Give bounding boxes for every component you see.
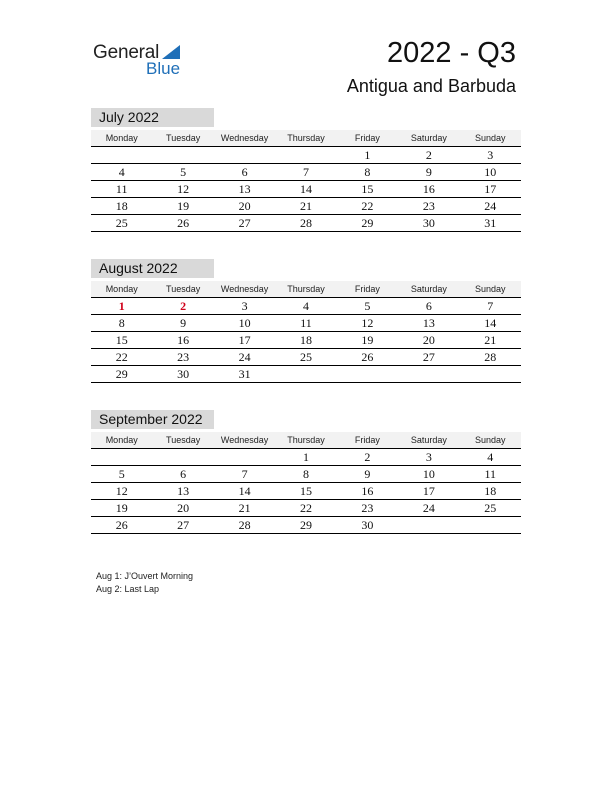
holiday-note: Aug 2: Last Lap [96,584,160,594]
empty-day-cell [275,366,336,382]
weeks [91,449,521,534]
week-row [91,483,521,500]
day-cell: 7 [302,165,309,179]
weekday-label: Saturday [410,435,447,445]
weekday-label: Thursday [287,435,325,445]
empty-day-cell [275,147,336,163]
day-cell: 21 [238,501,251,515]
weekday-label: Friday [354,284,380,294]
day-cell: 20 [177,501,190,515]
day-cell: 9 [364,467,371,481]
day-cell: 10 [422,467,435,481]
day-cell: 16 [177,333,190,347]
day-cell: 27 [238,216,251,230]
month-title: July 2022 [91,108,214,127]
day-cell: 14 [299,182,312,196]
empty-day-cell [337,366,398,382]
empty-day-cell [398,366,459,382]
day-cell: 28 [484,350,497,364]
day-cell: 31 [238,367,251,381]
weekday-label: Tuesday [166,284,201,294]
weeks [91,298,521,383]
day-cell: 24 [422,501,435,515]
day-cell: 8 [302,467,309,481]
day-cell: 8 [118,316,125,330]
day-cell: 28 [299,216,312,230]
weekday-label: Friday [354,435,380,445]
holiday-notes [96,570,193,596]
day-cell: 23 [361,501,374,515]
day-cell: 22 [361,199,374,213]
week-row [91,517,521,534]
week-row [91,366,521,383]
empty-day-cell [214,449,275,465]
day-cell: 12 [361,316,374,330]
month-july [91,108,521,232]
day-cell: 3 [487,148,494,162]
day-cell: 19 [115,501,128,515]
empty-day-cell [152,147,213,163]
weekday-label: Wednesday [220,284,269,294]
day-cell: 23 [422,199,435,213]
empty-day-cell [91,449,152,465]
weekday-label: Sunday [475,435,506,445]
day-cell: 29 [361,216,374,230]
weekday-label: Friday [354,133,380,143]
day-cell: 23 [177,350,190,364]
weekday-label: Sunday [475,133,506,143]
day-cell: 20 [238,199,251,213]
day-cell: 17 [484,182,497,196]
holiday-day-cell: 1 [118,299,125,313]
week-row [91,349,521,366]
day-cell: 26 [115,518,128,532]
month-title: September 2022 [91,410,214,429]
day-cell: 24 [238,350,251,364]
weekday-label: Tuesday [166,133,201,143]
holiday-note: Aug 1: J’Ouvert Morning [96,571,194,581]
day-cell: 16 [361,484,374,498]
day-cell: 6 [241,165,248,179]
week-row [91,164,521,181]
weekday-label: Monday [105,284,138,294]
day-cell: 12 [177,182,190,196]
weekday-label: Saturday [410,284,447,294]
empty-day-cell [460,366,521,382]
day-cell: 19 [177,199,190,213]
weekday-header [91,432,521,449]
day-cell: 30 [422,216,435,230]
logo [93,42,193,78]
day-cell: 15 [361,182,374,196]
logo-general-text: General [93,42,160,63]
day-cell: 10 [238,316,251,330]
day-cell: 25 [115,216,128,230]
day-cell: 21 [299,199,312,213]
day-cell: 9 [180,316,187,330]
day-cell: 28 [238,518,251,532]
weekday-label: Wednesday [220,435,269,445]
day-cell: 30 [177,367,190,381]
week-row [91,332,521,349]
day-cell: 17 [422,484,435,498]
day-cell: 22 [299,501,312,515]
day-cell: 25 [484,501,497,515]
day-cell: 13 [177,484,190,498]
day-cell: 11 [300,316,312,330]
day-cell: 24 [484,199,497,213]
day-cell: 18 [299,333,312,347]
day-cell: 26 [361,350,374,364]
day-cell: 4 [302,299,309,313]
week-row [91,500,521,517]
day-cell: 11 [484,467,497,481]
day-cell: 5 [364,299,371,313]
empty-day-cell [398,517,459,533]
day-cell: 7 [241,467,248,481]
month-september [91,410,521,534]
day-cell: 29 [299,518,312,532]
week-row [91,198,521,215]
logo-blue-text: Blue [146,59,181,78]
day-cell: 31 [484,216,497,230]
day-cell: 15 [115,333,128,347]
page-subtitle: Antigua and Barbuda [346,76,516,96]
day-cell: 12 [115,484,128,498]
day-cell: 3 [241,299,248,313]
day-cell: 16 [422,182,435,196]
day-cell: 20 [422,333,435,347]
weeks [91,147,521,232]
day-cell: 5 [180,165,187,179]
day-cell: 9 [425,165,432,179]
day-cell: 25 [299,350,312,364]
day-cell: 30 [361,518,374,532]
month-title: August 2022 [91,259,214,278]
weekday-label: Monday [105,133,138,143]
day-cell: 6 [180,467,187,481]
weekday-label: Tuesday [166,435,201,445]
day-cell: 14 [484,316,497,330]
day-cell: 1 [364,148,371,162]
day-cell: 4 [487,450,494,464]
day-cell: 11 [115,182,128,196]
empty-day-cell [152,449,213,465]
week-row [91,181,521,198]
empty-day-cell [460,517,521,533]
day-cell: 29 [115,367,128,381]
day-cell: 13 [238,182,251,196]
day-cell: 1 [302,450,309,464]
day-cell: 15 [299,484,312,498]
week-row [91,315,521,332]
day-cell: 4 [118,165,125,179]
weekday-label: Sunday [475,284,506,294]
page-title: 2022 - Q3 [387,37,516,69]
month-august [91,259,521,383]
weekday-label: Saturday [410,133,447,143]
logo-triangle-icon [162,45,180,59]
day-cell: 3 [425,450,432,464]
day-cell: 2 [364,450,371,464]
empty-day-cell [214,147,275,163]
week-row [91,449,521,466]
day-cell: 27 [177,518,190,532]
day-cell: 18 [115,199,128,213]
day-cell: 17 [238,333,251,347]
week-row [91,298,521,315]
weekday-label: Thursday [287,284,325,294]
weekday-label: Monday [105,435,138,445]
week-row [91,215,521,232]
day-cell: 10 [484,165,497,179]
day-cell: 19 [361,333,374,347]
day-cell: 26 [177,216,190,230]
day-cell: 18 [484,484,497,498]
holiday-day-cell: 2 [180,299,187,313]
day-cell: 21 [484,333,497,347]
day-cell: 7 [487,299,494,313]
week-row [91,147,521,164]
week-row [91,466,521,483]
day-cell: 13 [422,316,435,330]
day-cell: 8 [364,165,371,179]
day-cell: 27 [422,350,435,364]
weekday-header [91,130,521,147]
day-cell: 6 [425,299,432,313]
empty-day-cell [91,147,152,163]
day-cell: 5 [118,467,125,481]
weekday-header [91,281,521,298]
weekday-label: Thursday [287,133,325,143]
day-cell: 14 [238,484,251,498]
day-cell: 22 [115,350,128,364]
day-cell: 2 [425,148,432,162]
weekday-label: Wednesday [220,133,269,143]
